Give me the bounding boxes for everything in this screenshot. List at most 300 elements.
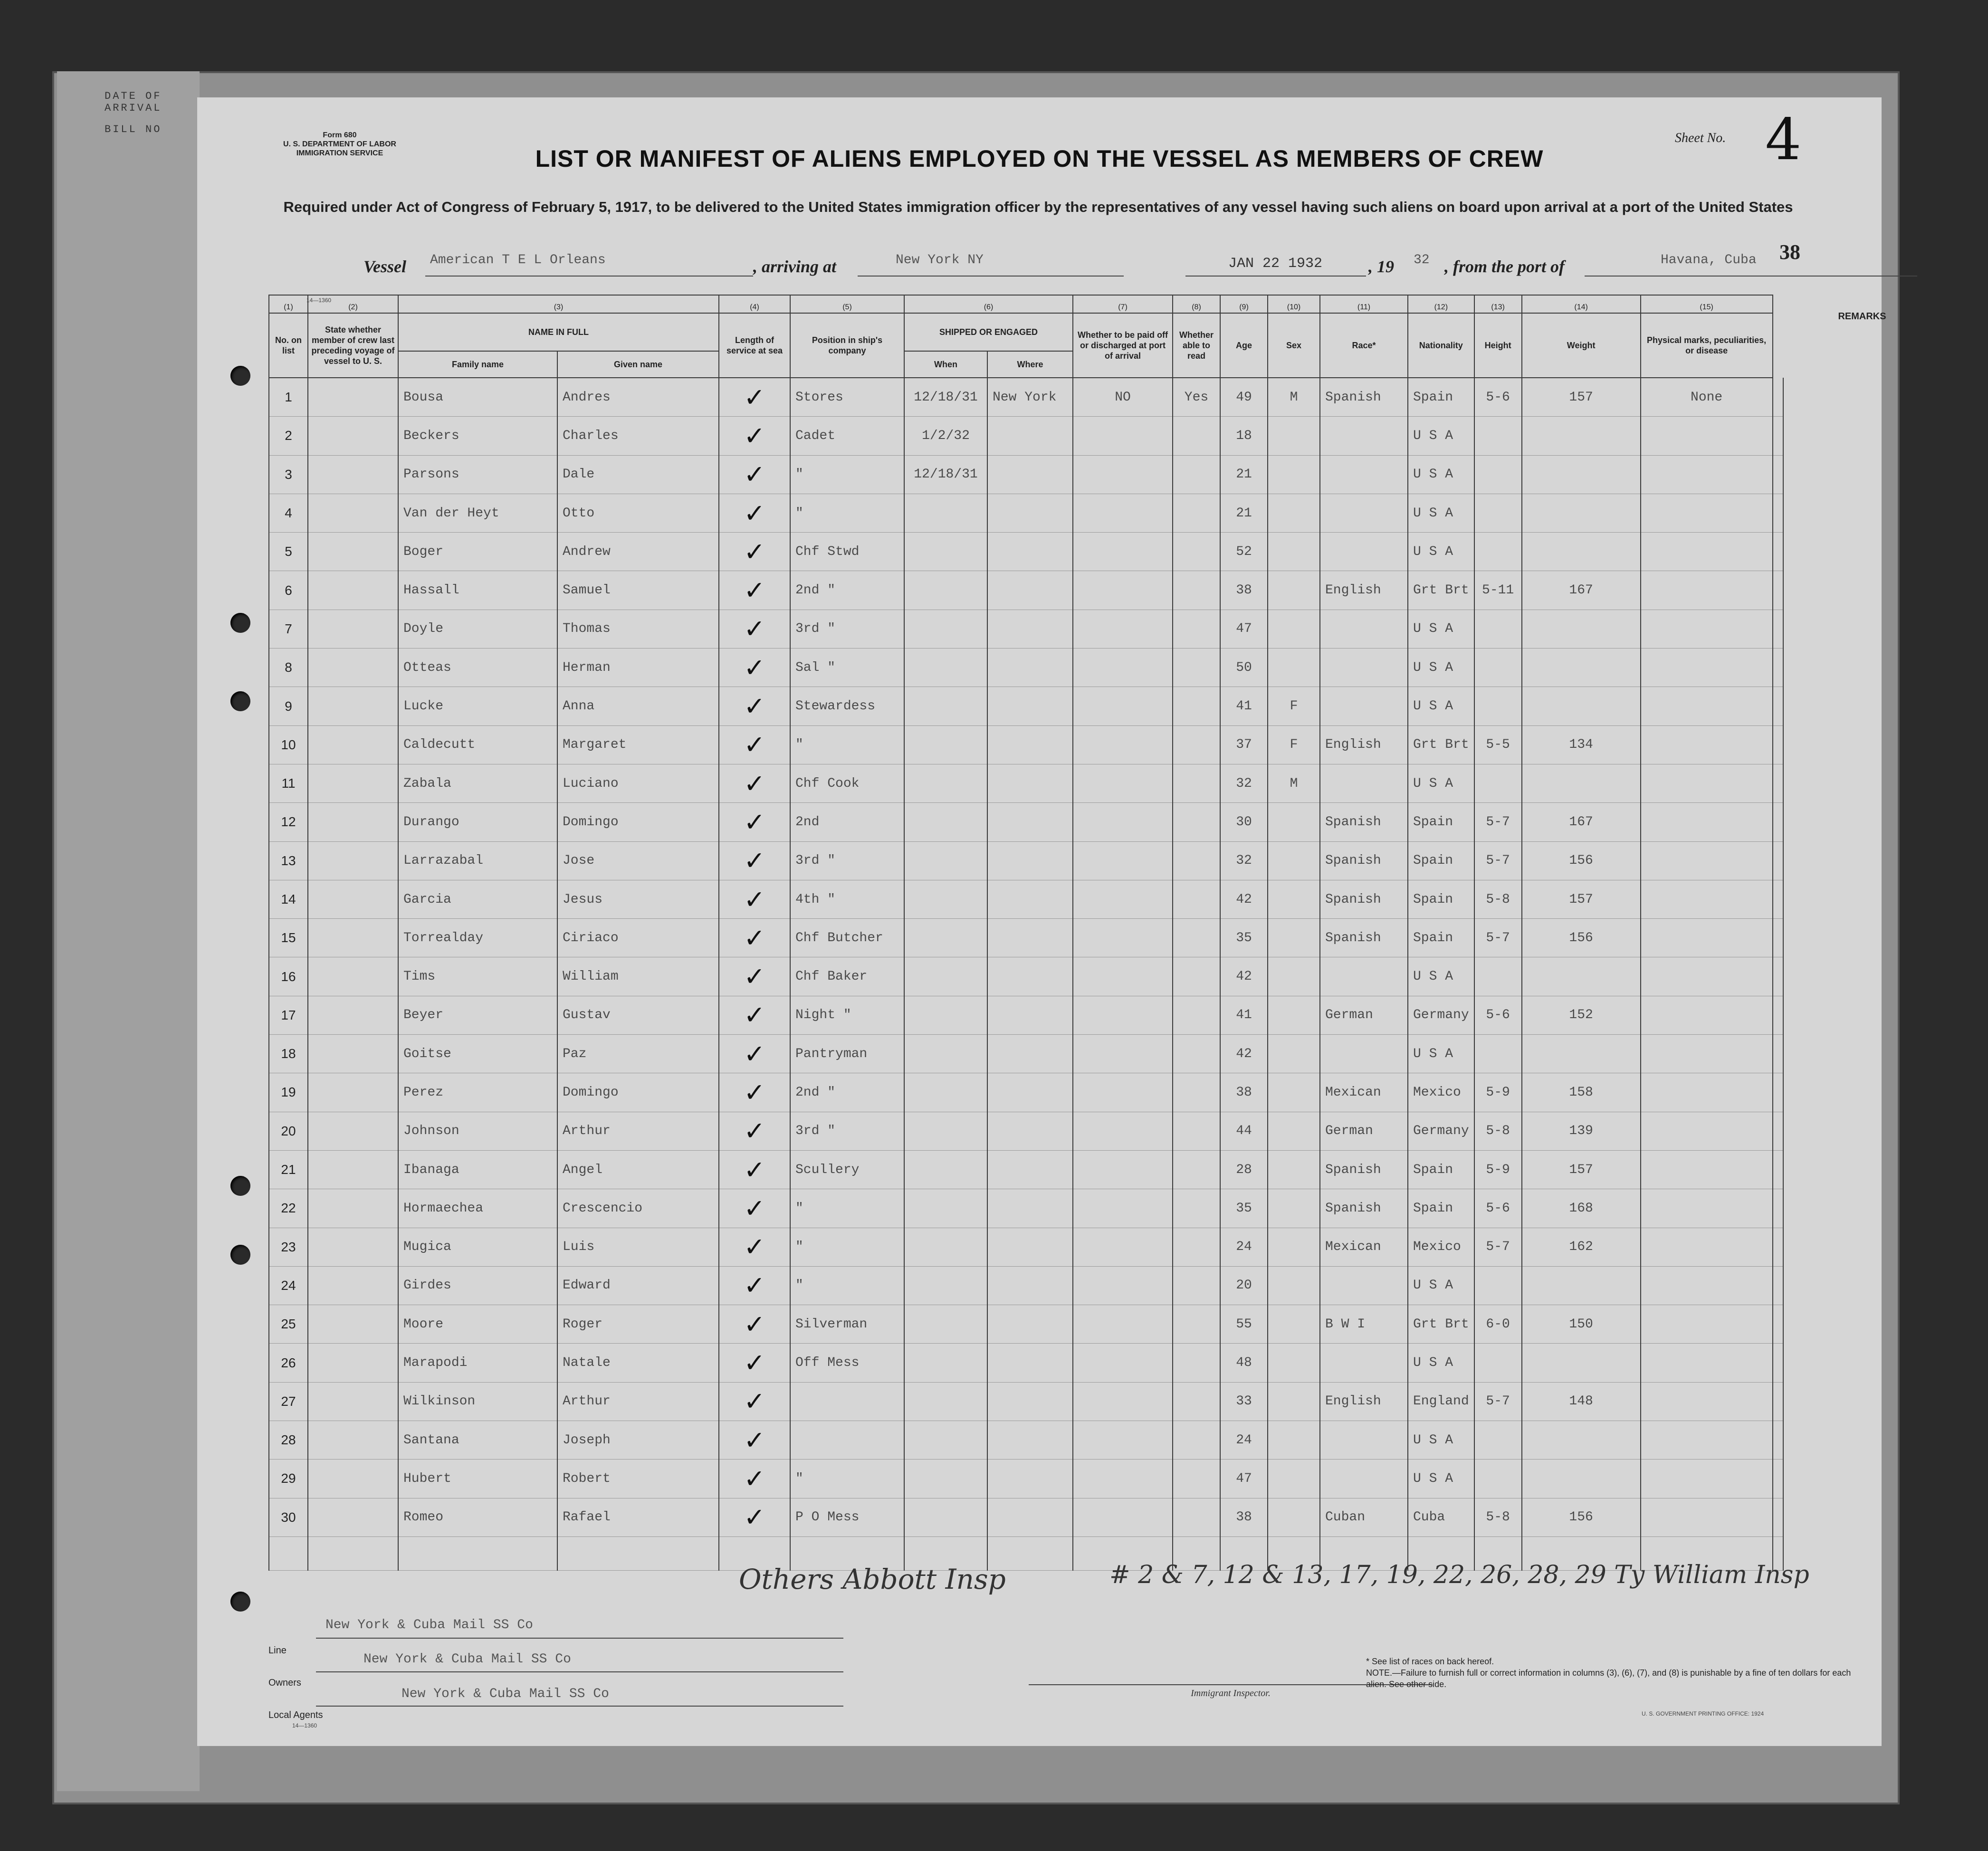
form-code: 14—1360: [306, 297, 332, 304]
weight: 134: [1522, 725, 1641, 764]
position: ": [790, 1228, 904, 1266]
family-name: Tims: [398, 957, 557, 996]
row-number: 25: [269, 1305, 308, 1344]
sex: [1268, 957, 1320, 996]
length-of-service-check: ✓: [719, 880, 790, 918]
shipped-when: [904, 1498, 987, 1536]
sex: [1268, 455, 1320, 494]
position: Stewardess: [790, 687, 904, 725]
age: 18: [1220, 417, 1268, 455]
remarks: [1773, 610, 1783, 648]
paid-off: [1073, 455, 1173, 494]
length-of-service-check: ✓: [719, 841, 790, 880]
able-to-read: [1173, 1421, 1220, 1460]
given-name: Anna: [557, 687, 719, 725]
race: [1320, 1035, 1408, 1073]
shipped-where: [987, 1421, 1073, 1460]
position: Stores: [790, 378, 904, 417]
physical-marks: [1641, 880, 1773, 918]
shipped-when: [904, 957, 987, 996]
table-row: [269, 996, 1783, 1034]
physical-marks: [1641, 1460, 1773, 1498]
shipped-when: [904, 919, 987, 957]
given-name: Jesus: [557, 880, 719, 918]
race: [1320, 687, 1408, 725]
state-whether-cell: [308, 649, 398, 687]
able-to-read: [1173, 880, 1220, 918]
shipped-when: [904, 494, 987, 532]
row-number: 28: [269, 1421, 308, 1460]
weight: 167: [1522, 571, 1641, 610]
position: 2nd ": [790, 1073, 904, 1112]
height: [1474, 957, 1522, 996]
shipped-where: [987, 494, 1073, 532]
sex: [1268, 610, 1320, 648]
row-number: 15: [269, 919, 308, 957]
state-whether-cell: [308, 533, 398, 571]
family-name: Perez: [398, 1073, 557, 1112]
family-name: Marapodi: [398, 1344, 557, 1382]
family-name: Otteas: [398, 649, 557, 687]
height: [1474, 417, 1522, 455]
col-num-1: (1): [269, 295, 308, 313]
state-whether-cell: [308, 1035, 398, 1073]
age: 21: [1220, 494, 1268, 532]
row-number: 24: [269, 1266, 308, 1305]
family-name: Wilkinson: [398, 1382, 557, 1421]
able-to-read: [1173, 1498, 1220, 1536]
length-of-service-check: ✓: [719, 996, 790, 1034]
nationality: U S A: [1408, 764, 1474, 802]
position: [790, 1382, 904, 1421]
sex: [1268, 1498, 1320, 1536]
state-whether-cell: [308, 1382, 398, 1421]
weight: 157: [1522, 1150, 1641, 1189]
race: Mexican: [1320, 1073, 1408, 1112]
length-of-service-check: ✓: [719, 803, 790, 841]
family-name: Hassall: [398, 571, 557, 610]
col-num-5: (5): [790, 295, 904, 313]
table-row: [269, 649, 1783, 687]
weight: 162: [1522, 1228, 1641, 1266]
paid-off: [1073, 841, 1173, 880]
punch-hole: [230, 1592, 250, 1612]
race: [1320, 494, 1408, 532]
physical-marks: [1641, 494, 1773, 532]
age: 28: [1220, 1150, 1268, 1189]
nationality: U S A: [1408, 494, 1474, 532]
header-given-name: Given name: [557, 351, 719, 378]
able-to-read: [1173, 494, 1220, 532]
height: 5-7: [1474, 803, 1522, 841]
shipped-when: 12/18/31: [904, 378, 987, 417]
given-name: Roger: [557, 1305, 719, 1344]
height: [1474, 610, 1522, 648]
shipped-when: [904, 1305, 987, 1344]
given-name: Gustav: [557, 996, 719, 1034]
table-row: [269, 764, 1783, 802]
position: 2nd ": [790, 571, 904, 610]
punch-hole: [230, 366, 250, 386]
punch-hole: [230, 691, 250, 711]
agents-value: New York & Cuba Mail SS Co: [401, 1687, 609, 1701]
height: [1474, 1460, 1522, 1498]
shipped-where: [987, 649, 1073, 687]
family-name: Santana: [398, 1421, 557, 1460]
family-name: Zabala: [398, 764, 557, 802]
blank-cell: [269, 1536, 308, 1570]
able-to-read: [1173, 1150, 1220, 1189]
table-row: [269, 571, 1783, 610]
state-whether-cell: [308, 455, 398, 494]
header-height: Height: [1474, 313, 1522, 378]
weight: [1522, 533, 1641, 571]
sex: [1268, 880, 1320, 918]
page-title: LIST OR MANIFEST OF ALIENS EMPLOYED ON THE VESSEL AS MEMBERS OF CREW: [535, 145, 1544, 172]
row-number: 27: [269, 1382, 308, 1421]
height: 5-11: [1474, 571, 1522, 610]
position: Chf Butcher: [790, 919, 904, 957]
from-port: Havana, Cuba: [1661, 253, 1757, 267]
row-number: 4: [269, 494, 308, 532]
table-row: [269, 1305, 1783, 1344]
able-to-read: [1173, 1305, 1220, 1344]
state-whether-cell: [308, 1498, 398, 1536]
table-row: [269, 1073, 1783, 1112]
weight: 156: [1522, 1498, 1641, 1536]
race: [1320, 649, 1408, 687]
shipped-where: [987, 1498, 1073, 1536]
family-name: Romeo: [398, 1498, 557, 1536]
weight: 152: [1522, 996, 1641, 1034]
given-name: Luciano: [557, 764, 719, 802]
length-of-service-check: ✓: [719, 1460, 790, 1498]
length-of-service-check: ✓: [719, 919, 790, 957]
paid-off: [1073, 725, 1173, 764]
year-label: , 19: [1368, 257, 1394, 276]
row-number: 16: [269, 957, 308, 996]
family-name: Hubert: [398, 1460, 557, 1498]
able-to-read: [1173, 1189, 1220, 1228]
given-name: Robert: [557, 1460, 719, 1498]
physical-marks: [1641, 1035, 1773, 1073]
table-row: [269, 803, 1783, 841]
weight: [1522, 1035, 1641, 1073]
weight: 156: [1522, 841, 1641, 880]
shipped-when: [904, 996, 987, 1034]
header-no-on-list: No. on list: [269, 313, 308, 378]
age: 44: [1220, 1112, 1268, 1150]
remarks: [1773, 1382, 1783, 1421]
weight: [1522, 957, 1641, 996]
nationality: U S A: [1408, 1035, 1474, 1073]
height: 5-7: [1474, 1382, 1522, 1421]
punch-hole: [230, 1245, 250, 1265]
row-number: 13: [269, 841, 308, 880]
position: Chf Cook: [790, 764, 904, 802]
remarks: [1773, 1344, 1783, 1382]
able-to-read: [1173, 764, 1220, 802]
row-number: 9: [269, 687, 308, 725]
shipped-when: [904, 880, 987, 918]
height: [1474, 494, 1522, 532]
shipped-when: [904, 841, 987, 880]
nationality: Spain: [1408, 919, 1474, 957]
row-number: 26: [269, 1344, 308, 1382]
race: [1320, 1460, 1408, 1498]
paid-off: [1073, 764, 1173, 802]
position: Chf Baker: [790, 957, 904, 996]
family-name: Parsons: [398, 455, 557, 494]
state-whether-cell: [308, 417, 398, 455]
race: Spanish: [1320, 803, 1408, 841]
remarks: [1773, 803, 1783, 841]
length-of-service-check: ✓: [719, 1150, 790, 1189]
shipped-where: [987, 1382, 1073, 1421]
remarks: [1773, 687, 1783, 725]
shipped-when: [904, 1035, 987, 1073]
table-row: [269, 841, 1783, 880]
table-row: [269, 1382, 1783, 1421]
shipped-where: [987, 764, 1073, 802]
year-value: 32: [1414, 253, 1430, 267]
remarks: [1773, 1266, 1783, 1305]
line-label: Line: [268, 1645, 287, 1656]
age: 21: [1220, 455, 1268, 494]
given-name: Luis: [557, 1228, 719, 1266]
weight: [1522, 417, 1641, 455]
remarks: [1773, 1150, 1783, 1189]
position: Sal ": [790, 649, 904, 687]
physical-marks: [1641, 417, 1773, 455]
shipped-when: [904, 764, 987, 802]
header-state-whether: State whether member of crew last preceding voyage of vessel to U. S.: [308, 313, 398, 378]
shipped-where: New York: [987, 378, 1073, 417]
position: Off Mess: [790, 1344, 904, 1382]
agents-label: Local Agents: [268, 1710, 323, 1720]
state-whether-cell: [308, 1421, 398, 1460]
table-row: [269, 919, 1783, 957]
age: 38: [1220, 1073, 1268, 1112]
weight: [1522, 1421, 1641, 1460]
others-handwritten-note: Others Abbott Insp: [739, 1563, 1006, 1595]
state-whether-cell: [308, 880, 398, 918]
shipped-where: [987, 803, 1073, 841]
penalty-note: NOTE.—Failure to furnish full or correct information in columns (3), (6), (7), and (8) is punishable by a fine of ten dollars for each alien. See other side.: [1366, 1668, 1851, 1689]
remarks: [1773, 417, 1783, 455]
nationality: Spain: [1408, 803, 1474, 841]
paid-off: [1073, 1498, 1173, 1536]
physical-marks: [1641, 571, 1773, 610]
physical-marks: [1641, 1344, 1773, 1382]
col-num-6: (6): [904, 295, 1073, 313]
weight: [1522, 687, 1641, 725]
remarks: [1773, 764, 1783, 802]
row-number: 30: [269, 1498, 308, 1536]
shipped-when: [904, 1189, 987, 1228]
age: 48: [1220, 1344, 1268, 1382]
shipped-where: [987, 880, 1073, 918]
sex: [1268, 494, 1320, 532]
sex: F: [1268, 725, 1320, 764]
length-of-service-check: ✓: [719, 764, 790, 802]
position: P O Mess: [790, 1498, 904, 1536]
age: 49: [1220, 378, 1268, 417]
position: ": [790, 1189, 904, 1228]
row-number: 20: [269, 1112, 308, 1150]
able-to-read: [1173, 687, 1220, 725]
weight: 150: [1522, 1305, 1641, 1344]
paid-off: [1073, 1266, 1173, 1305]
weight: 148: [1522, 1382, 1641, 1421]
state-whether-cell: [308, 1266, 398, 1305]
able-to-read: [1173, 649, 1220, 687]
col-num-14: (14): [1522, 295, 1641, 313]
state-whether-cell: [308, 725, 398, 764]
table-row: [269, 1150, 1783, 1189]
weight: 168: [1522, 1189, 1641, 1228]
length-of-service-check: ✓: [719, 1112, 790, 1150]
nationality: U S A: [1408, 1344, 1474, 1382]
column-number-row: [269, 295, 1783, 313]
row-number: 5: [269, 533, 308, 571]
position: ": [790, 455, 904, 494]
paid-off: [1073, 1382, 1173, 1421]
remarks: [1773, 1421, 1783, 1460]
remarks: [1773, 1112, 1783, 1150]
col-num-12: (12): [1408, 295, 1474, 313]
row-number: 1: [269, 378, 308, 417]
state-whether-cell: [308, 1150, 398, 1189]
remarks: [1773, 880, 1783, 918]
physical-marks: [1641, 957, 1773, 996]
race: [1320, 1421, 1408, 1460]
sex: [1268, 1266, 1320, 1305]
shipped-when: [904, 1073, 987, 1112]
given-name: William: [557, 957, 719, 996]
header-race: Race*: [1320, 313, 1408, 378]
state-whether-cell: [308, 610, 398, 648]
bottom-handwritten-note: # 2 & 7, 12 & 13, 17, 19, 22, 26, 28, 29 Ty William Insp: [1109, 1561, 1809, 1589]
family-name: Beyer: [398, 996, 557, 1034]
physical-marks: [1641, 1266, 1773, 1305]
remarks: [1773, 1189, 1783, 1228]
table-row: [269, 1035, 1783, 1073]
family-name: Johnson: [398, 1112, 557, 1150]
paid-off: [1073, 571, 1173, 610]
weight: [1522, 649, 1641, 687]
able-to-read: [1173, 725, 1220, 764]
shipped-when: [904, 649, 987, 687]
nationality: Spain: [1408, 1189, 1474, 1228]
length-of-service-check: ✓: [719, 378, 790, 417]
family-name: Mugica: [398, 1228, 557, 1266]
paid-off: [1073, 1073, 1173, 1112]
height: 5-7: [1474, 841, 1522, 880]
position: Night ": [790, 996, 904, 1034]
shipped-when: 1/2/32: [904, 417, 987, 455]
remarks: [1773, 996, 1783, 1034]
remarks: [1773, 494, 1783, 532]
length-of-service-check: ✓: [719, 1035, 790, 1073]
race: Spanish: [1320, 841, 1408, 880]
remarks: [1773, 725, 1783, 764]
sex: [1268, 1228, 1320, 1266]
shipped-where: [987, 1266, 1073, 1305]
able-to-read: [1173, 1266, 1220, 1305]
given-name: Crescencio: [557, 1189, 719, 1228]
family-name: Ibanaga: [398, 1150, 557, 1189]
sex: [1268, 571, 1320, 610]
nationality: U S A: [1408, 957, 1474, 996]
shipped-when: [904, 1382, 987, 1421]
row-number: 22: [269, 1189, 308, 1228]
sex: [1268, 1150, 1320, 1189]
col-num-15: (15): [1641, 295, 1773, 313]
physical-marks: [1641, 841, 1773, 880]
age: 41: [1220, 996, 1268, 1034]
table-row: [269, 1344, 1783, 1382]
table-row: [269, 1228, 1783, 1266]
sex: [1268, 1035, 1320, 1073]
sex: [1268, 1189, 1320, 1228]
date-of-arrival-label: DATE OF ARRIVAL: [105, 90, 162, 114]
age: 42: [1220, 880, 1268, 918]
family-name: Caldecutt: [398, 725, 557, 764]
shipped-when: [904, 803, 987, 841]
state-whether-cell: [308, 996, 398, 1034]
paid-off: [1073, 649, 1173, 687]
line-value: New York & Cuba Mail SS Co: [325, 1618, 533, 1632]
given-name: Arthur: [557, 1112, 719, 1150]
position: Cadet: [790, 417, 904, 455]
sex: F: [1268, 687, 1320, 725]
physical-marks: [1641, 1305, 1773, 1344]
shipped-when: [904, 1421, 987, 1460]
sheet-label: Sheet No.: [1675, 131, 1726, 145]
race: Spanish: [1320, 919, 1408, 957]
race: English: [1320, 1382, 1408, 1421]
physical-marks: [1641, 1382, 1773, 1421]
height: 5-6: [1474, 378, 1522, 417]
col-num-2: (2): [308, 295, 398, 313]
race: German: [1320, 996, 1408, 1034]
shipped-when: [904, 610, 987, 648]
shipped-where: [987, 610, 1073, 648]
race: [1320, 455, 1408, 494]
shipped-where: [987, 1344, 1073, 1382]
vessel-name: American T E L Orleans: [430, 253, 606, 267]
table-row: [269, 1460, 1783, 1498]
able-to-read: [1173, 610, 1220, 648]
family-name: Larrazabal: [398, 841, 557, 880]
family-name: Boger: [398, 533, 557, 571]
given-name: Samuel: [557, 571, 719, 610]
height: [1474, 649, 1522, 687]
header-where: Where: [987, 351, 1073, 378]
nationality: Spain: [1408, 1150, 1474, 1189]
height: 6-0: [1474, 1305, 1522, 1344]
family-name: Girdes: [398, 1266, 557, 1305]
header-age: Age: [1220, 313, 1268, 378]
state-whether-cell: [308, 841, 398, 880]
length-of-service-check: ✓: [719, 649, 790, 687]
remarks: [1773, 919, 1783, 957]
header-shipped-or-engaged: SHIPPED OR ENGAGED: [904, 313, 1073, 351]
age: 41: [1220, 687, 1268, 725]
length-of-service-check: ✓: [719, 1228, 790, 1266]
paid-off: [1073, 1150, 1173, 1189]
